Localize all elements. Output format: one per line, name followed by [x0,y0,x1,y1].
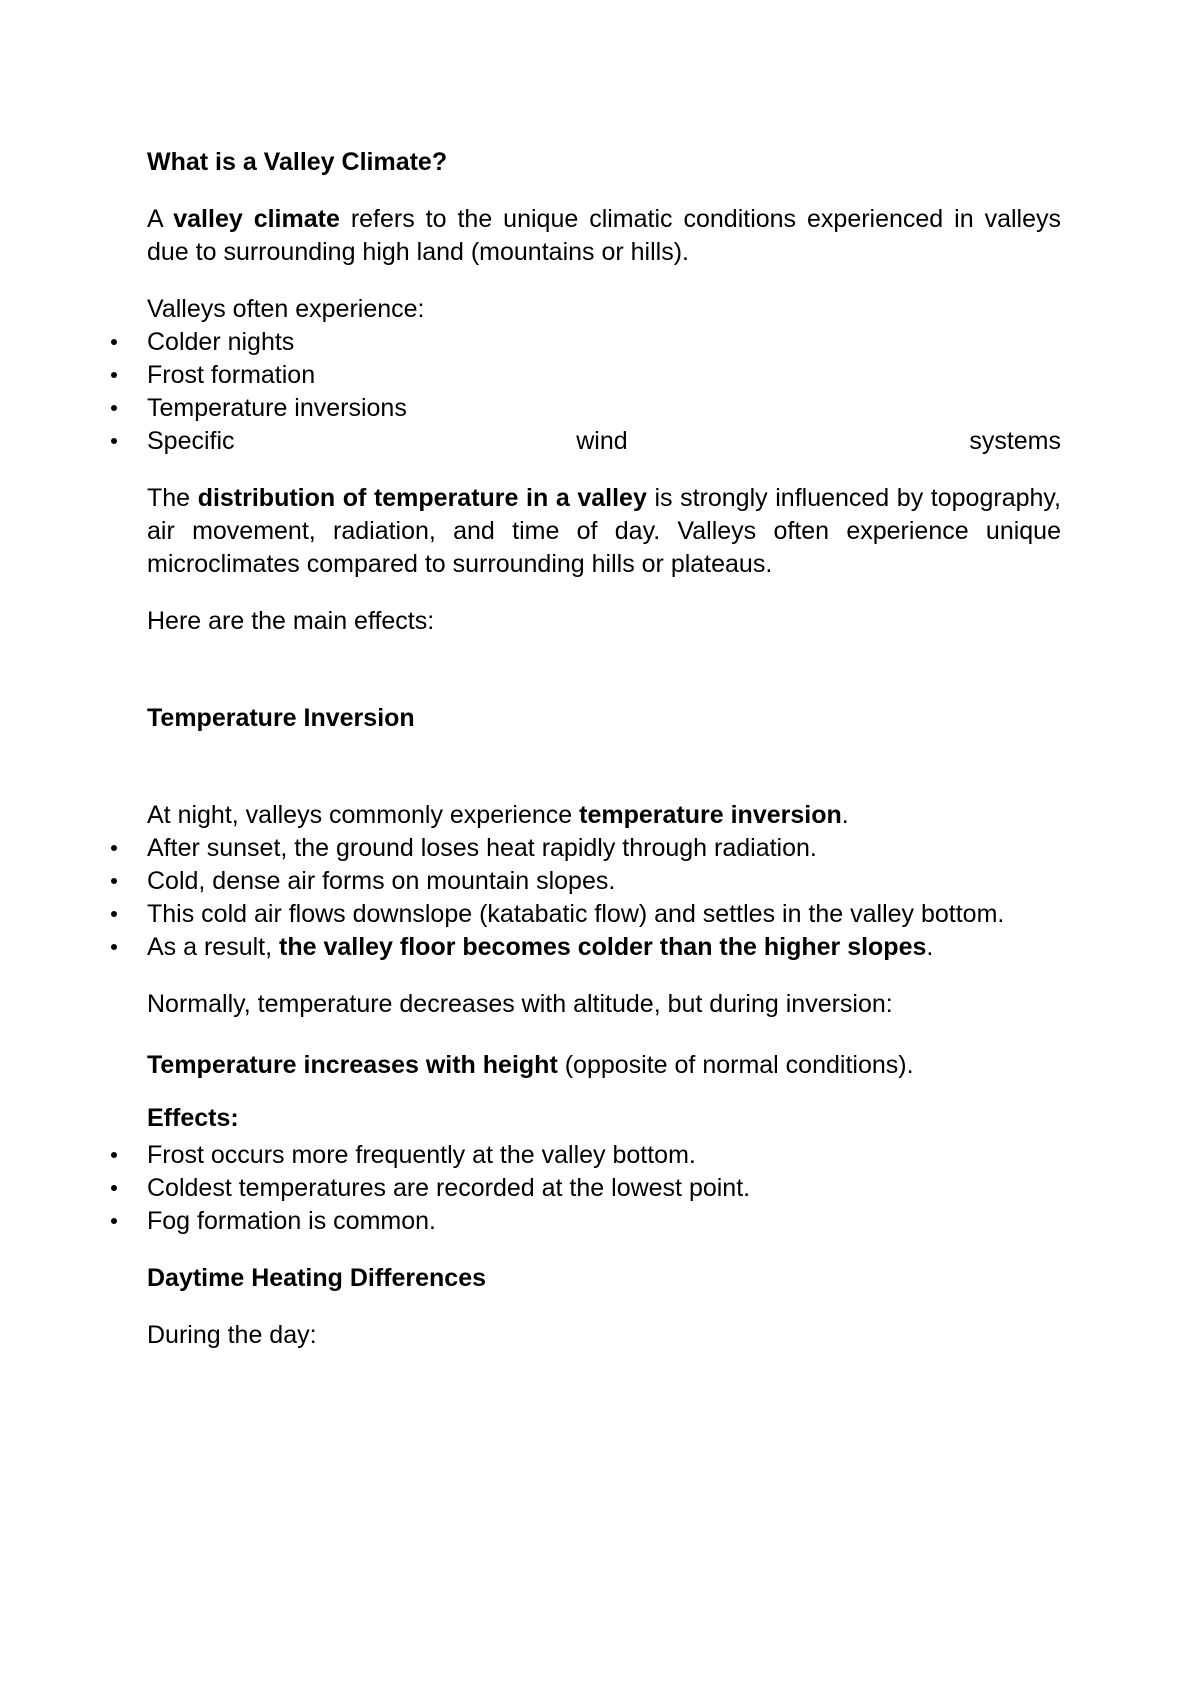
bullet-icon [111,944,117,950]
definition-paragraph [147,203,1061,269]
bullet-icon [111,1218,117,1224]
list-item-text: Frost formation [147,361,316,389]
list-item-text: Frost occurs more frequently at the valley bottom. [147,1141,696,1169]
list-word: systems [969,427,1061,455]
bullet-icon [111,438,117,444]
list-item-text: Fog formation is common. [147,1207,436,1235]
night-bold: temperature inversion [579,801,842,829]
list-item-text: After sunset, the ground loses heat rapidly through radiation. [147,834,817,862]
distribution-rest: is strongly influenced by topography, air movement, radiation, and time of day. Valleys often experience unique microclimates compared to surrounding hills or plateaus. [147,484,1061,578]
list-item [147,1205,1061,1238]
result-bold: the valley floor becomes colder than the higher slopes [279,933,927,961]
distribution-bold: distribution of temperature in a valley [197,484,647,512]
result-pre: As a result, [147,933,279,961]
list-item-text: This cold air flows downslope (katabatic flow) and settles in the valley bottom. [147,900,1005,928]
list-item-text: Colder nights [147,328,295,356]
experience-list [147,326,1061,458]
document-body [147,146,1061,1352]
heading-temperature-inversion: Temperature Inversion [147,704,415,732]
bullet-icon [111,372,117,378]
effects-lead: Here are the main effects: [147,607,435,635]
list-item [147,1172,1061,1205]
list-item [147,832,1061,865]
definition-a: A [147,205,174,233]
result-post: . [926,933,934,961]
list-item [147,425,1061,458]
list-item [147,359,1061,392]
bullet-icon [111,845,117,851]
list-item [147,326,1061,359]
increase-bold: Temperature increases with height [147,1051,558,1079]
definition-rest: refers to the unique climatic conditions experienced in valleys due to surrounding high land (mountains or hills). [147,205,1061,266]
list-item [147,392,1061,425]
list-item [147,898,1061,931]
list-item-text: Coldest temperatures are recorded at the lowest point. [147,1174,751,1202]
distribution-paragraph [147,482,1061,581]
heading-valley-climate: What is a Valley Climate? [147,148,448,176]
increase-rest: (opposite of normal conditions). [557,1051,914,1079]
normally-paragraph: Normally, temperature decreases with altitude, but during inversion: [147,990,893,1018]
inversion-steps-list [147,832,1061,964]
bullet-icon [111,1185,117,1191]
increase-paragraph [147,1049,1061,1082]
list-item-text: Temperature inversions [147,394,407,422]
daytime-lead: During the day: [147,1321,317,1349]
bullet-icon [111,878,117,884]
heading-daytime-heating: Daytime Heating Differences [147,1264,487,1292]
list-word: Specific [147,427,235,455]
bullet-icon [111,339,117,345]
experience-lead: Valleys often experience: [147,295,425,323]
list-word: wind [576,427,628,455]
night-post: . [841,801,849,829]
list-item [147,1139,1061,1172]
bullet-icon [111,1152,117,1158]
bullet-icon [111,405,117,411]
bullet-icon [111,911,117,917]
list-item [147,865,1061,898]
list-item-text: Cold, dense air forms on mountain slopes. [147,867,616,895]
effects-heading: Effects: [147,1104,239,1132]
definition-term: valley climate [173,205,340,233]
effects-list [147,1139,1061,1238]
list-item [147,931,1061,964]
distribution-the: The [147,484,198,512]
night-paragraph [147,799,1061,832]
night-pre: At night, valleys commonly experience [147,801,580,829]
